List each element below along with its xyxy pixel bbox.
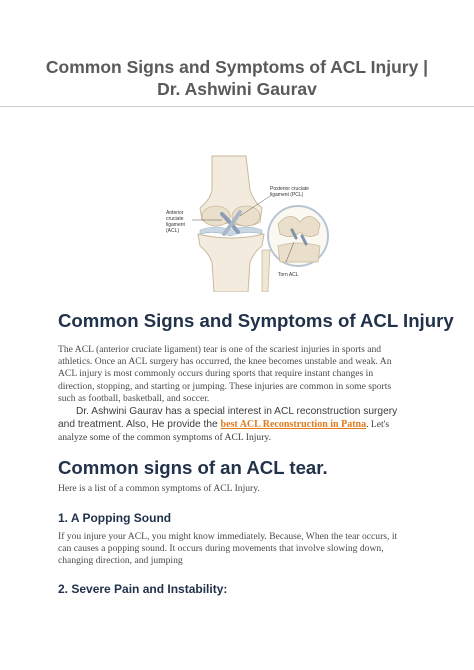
doctor-line-1: Dr. Ashwini Gaurav has a special interest in ACL reconstruction surgery: [76, 406, 398, 417]
document-title-line-1: Common Signs and Symptoms of ACL Injury |: [45, 57, 429, 77]
tibia-bone: [198, 234, 264, 292]
intro-line-2: athletics. Once an ACL surgery has occurred, the knee becomes unstable and weak. An: [58, 356, 392, 368]
intro-line-4: direction, stopping, and starting or jumping. These injuries are common in some sports: [58, 380, 392, 392]
intro-line-1: The ACL (anterior cruciate ligament) tear is one of the scariest injuries in sports and: [58, 344, 382, 355]
document-title: [20, 56, 454, 100]
header-divider: [0, 106, 474, 107]
acl-label-line-3: ligament: [166, 222, 185, 228]
fibula-bone: [262, 250, 270, 292]
pcl-label-line-1: Posterior cruciate: [270, 186, 309, 192]
section-heading: Common signs of an ACL tear.: [58, 457, 328, 478]
item-1-line-2: can causes a popping sound. It occurs during movements that involve slowing down,: [58, 543, 384, 555]
item-2-heading: 2. Severe Pain and Instability:: [58, 582, 228, 596]
item-1-paragraph: [58, 531, 418, 568]
doctor-line-2-end: . Let's: [366, 419, 390, 430]
intro-line-3: ACL injury is most commonly occurs during sports that require instant changes in: [58, 368, 374, 380]
doctor-line-2-start: and treatment. Also, He provide the: [58, 419, 221, 430]
meniscus: [200, 227, 262, 236]
pcl-label-line-2: ligament (PCL): [270, 192, 304, 198]
acl-label-line-1: Anterior: [166, 210, 184, 216]
acl-label-line-2: cruciate: [166, 216, 184, 222]
doctor-line-3: analyze some of the common symptoms of ACL Injury.: [58, 432, 271, 443]
intro-line-5: such as football, basketball, and soccer.: [58, 392, 210, 404]
article-heading: Common Signs and Symptoms of ACL Injury: [58, 310, 454, 331]
item-1-heading: 1. A Popping Sound: [58, 511, 172, 525]
item-1-line-1: If you injure your ACL, you might know immediately. Because, When the tear occurs, it: [58, 531, 398, 542]
item-1-line-3: changing direction, and jumping: [58, 555, 183, 567]
inset-tibia: [278, 243, 320, 262]
knee-anatomy-illustration: [150, 150, 350, 292]
acl-reconstruction-link[interactable]: best ACL Reconstruction in Patna: [220, 419, 367, 430]
document-title-line-2: Dr. Ashwini Gaurav: [157, 79, 317, 99]
section-intro: Here is a list of a common symptoms of ACL Injury.: [58, 483, 260, 494]
torn-acl-label: Torn ACL: [278, 272, 299, 278]
doctor-paragraph: [58, 405, 418, 444]
intro-paragraph: [58, 344, 418, 405]
acl-label-line-4: (ACL): [166, 228, 180, 234]
